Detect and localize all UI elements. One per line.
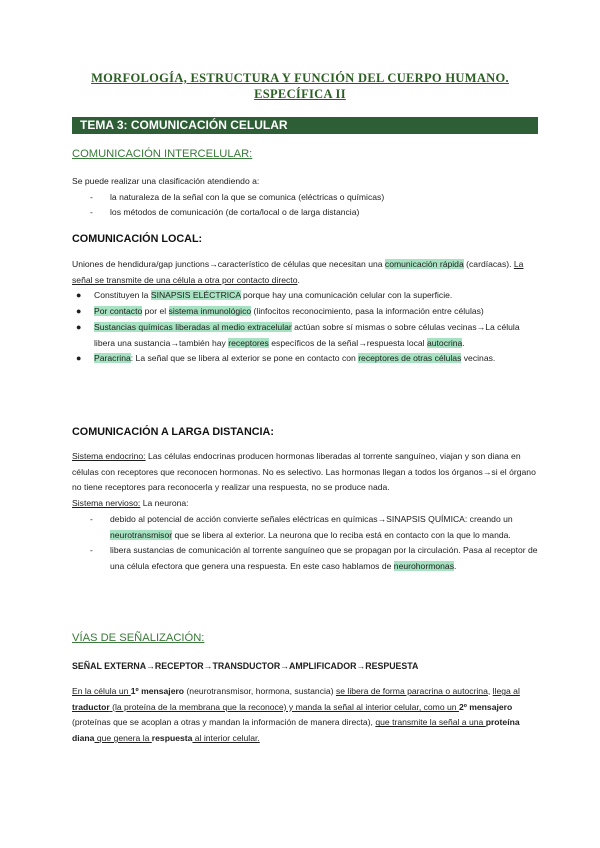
local-paragraph: Uniones de hendidura/gap junctions→característico de células que necesitan una comunicación rápida (cardíacas). La señal se transmite de una célula a otra por contacto directo.: [72, 259, 524, 285]
heading-larga-distancia: COMUNICACIÓN A LARGA DISTANCIA:: [72, 426, 274, 438]
dot-bullet: ●: [76, 290, 82, 301]
list-item: ● Por contacto por el sistema inmunológico (linfocitos reconocimiento, pasa la información entre células): [72, 304, 538, 320]
title-line-2: ESPECÍFICA II: [254, 87, 346, 101]
heading-vias: VÍAS DE SEÑALIZACIÓN:: [72, 632, 205, 644]
heading-intercelular: COMUNICACIÓN INTERCELULAR:: [72, 148, 253, 160]
nervioso-list: [72, 512, 538, 575]
list-item: - debido al potencial de acción convierte señales eléctricas en químicas→SINAPSIS QUÍMICA: creando un neurotransmisor que se libera al exterior. La neurona que lo reciba está en contacto con la que lo manda.: [90, 513, 513, 540]
list-item: - la naturaleza de la señal con la que se comunica (eléctricas o químicas): [72, 190, 538, 206]
heading-local: COMUNICACIÓN LOCAL:: [72, 233, 203, 245]
nervioso-paragraph: Sistema nervioso: La neurona:: [72, 498, 189, 509]
section-bar: [72, 117, 538, 134]
dash-bullet: -: [90, 545, 93, 556]
title-line-1: MORFOLOGÍA, ESTRUCTURA Y FUNCIÓN DEL CUERPO HUMANO.: [91, 71, 509, 85]
list-item: - libera sustancias de comunicación al torrente sanguíneo que se propagan por la circulación. Pasa al receptor de una célula efectora que genera una respuesta. En este caso hablamos de neurohormonas.: [90, 545, 538, 571]
endocrino-paragraph: Sistema endocrino: Las células endocrinas producen hormonas liberadas al torrente sanguíneo, viajan y son diana en células con receptores que reconocen hormonas. No es selectivo. Las hormonas llegan a todos los órganos→si el órgano no tiene receptores para reconocerla y realizar una respuesta, no se produce nada.: [72, 451, 536, 493]
dash-bullet: -: [90, 191, 93, 202]
dot-bullet: ●: [76, 321, 82, 332]
list-item: ● Paracrina: La señal que se libera al exterior se pone en contacto con receptores de otras células vecinas.: [72, 351, 538, 367]
dot-bullet: ●: [76, 306, 82, 317]
dot-bullet: ●: [76, 353, 82, 364]
intercelular-list: [72, 190, 538, 221]
signal-chain: SEÑAL EXTERNA→RECEPTOR→TRANSDUCTOR→AMPLIFICADOR→RESPUESTA: [72, 661, 419, 671]
vias-paragraph: En la célula un 1º mensajero (neurotransmisor, hormona, sustancia) se libera de forma paracrina o autocrina, llega al traductor (la proteína de la membrana que la reconoce) y manda la señal al interior celular, como un 2º mensajero (proteínas que se acoplan a otras y mandan la información de manera directa), que transmite la señal a una proteína diana que genera la respuesta al interior celular.: [72, 686, 520, 744]
list-item: ● Constituyen la SINAPSIS ELÉCTRICA porque hay una comunicación celular con la superficie.: [72, 288, 538, 304]
document-title: [60, 70, 540, 102]
dash-bullet: -: [90, 513, 93, 524]
dash-bullet: -: [90, 207, 93, 218]
larga-block: [72, 449, 538, 575]
intercelular-block: [72, 174, 538, 221]
list-item: ● Sustancias químicas liberadas al medio extracelular actúan sobre sí mismas o sobre células vecinas→La célula libera una sustancia→también hay receptores específicos de la señal→respuesta local autocrina.: [76, 321, 520, 348]
local-block: [72, 257, 538, 367]
intercelular-intro: Se puede realizar una clasificación atendiendo a:: [72, 176, 260, 186]
local-bullets: [72, 288, 538, 367]
section-bar-label: TEMA 3: COMUNICACIÓN CELULAR: [80, 118, 288, 132]
list-item: - los métodos de comunicación (de corta/local o de larga distancia): [72, 205, 538, 221]
